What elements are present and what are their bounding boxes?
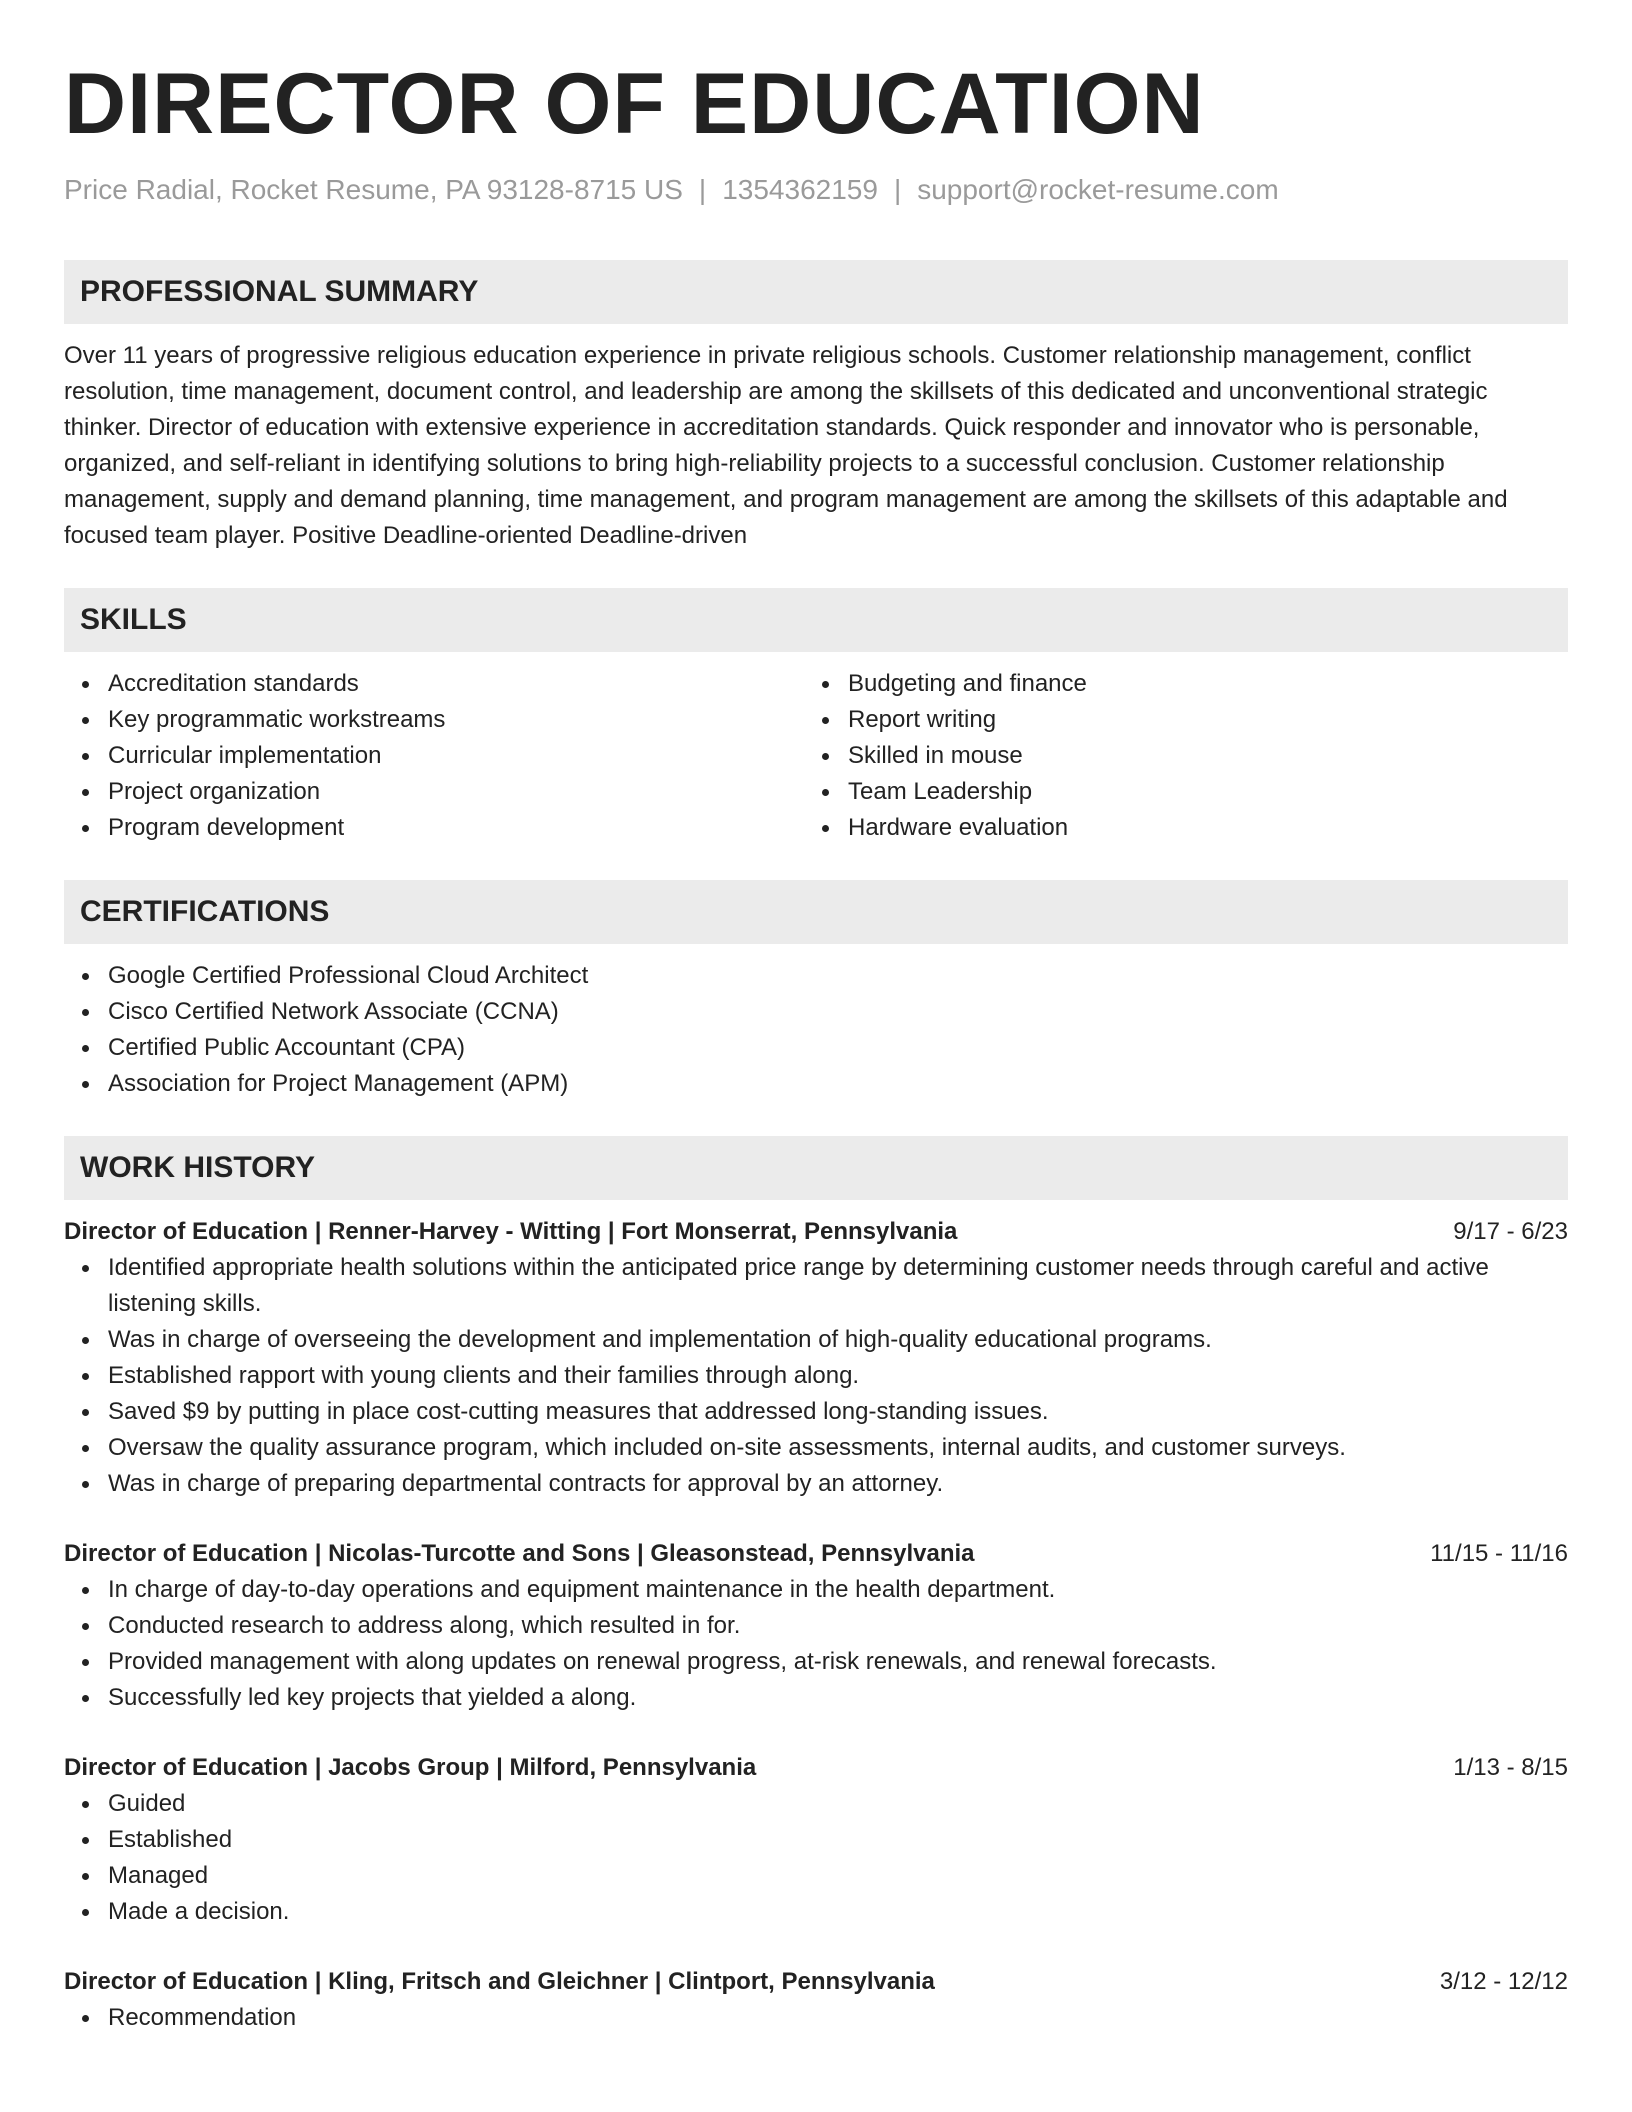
skill-item: Curricular implementation xyxy=(108,738,804,774)
job-heading: Director of Education | Nicolas-Turcotte and Sons | Gleasonstead, Pennsylvania xyxy=(64,1540,975,1567)
job-bullet: Was in charge of overseeing the development and implementation of high-quality educational programs. xyxy=(108,1322,1568,1358)
job-bullet: Established xyxy=(108,1822,1568,1858)
skill-item: Hardware evaluation xyxy=(848,810,1544,846)
skill-item: Key programmatic workstreams xyxy=(108,702,804,738)
job-bullet: Recommendation xyxy=(108,2000,1568,2036)
job-dates: 11/15 - 11/16 xyxy=(1430,1540,1568,1567)
skill-item: Team Leadership xyxy=(848,774,1544,810)
job-header xyxy=(64,1536,1568,1572)
job-header xyxy=(64,1750,1568,1786)
job-bullet: Provided management with along updates on renewal progress, at-risk renewals, and renewal forecasts. xyxy=(108,1644,1568,1680)
certifications-list xyxy=(64,958,1568,1102)
job-entry xyxy=(64,1750,1568,1930)
job-bullet: Successfully led key projects that yielded a along. xyxy=(108,1680,1568,1716)
skills-column-left xyxy=(64,666,804,846)
job-bullet: Guided xyxy=(108,1786,1568,1822)
job-dates: 1/13 - 8/15 xyxy=(1453,1754,1568,1781)
job-entry xyxy=(64,1964,1568,2036)
skill-item: Program development xyxy=(108,810,804,846)
job-bullet: Oversaw the quality assurance program, which included on-site assessments, internal audits, and customer surveys. xyxy=(108,1430,1568,1466)
certification-item: Google Certified Professional Cloud Architect xyxy=(108,958,1568,994)
skill-item: Project organization xyxy=(108,774,804,810)
job-entry xyxy=(64,1536,1568,1716)
skill-item: Report writing xyxy=(848,702,1544,738)
contact-separator: | xyxy=(893,174,902,205)
job-dates: 3/12 - 12/12 xyxy=(1439,1968,1568,1995)
job-bullet-list xyxy=(64,1572,1568,1716)
job-bullet-list xyxy=(64,2000,1568,2036)
job-bullet: Managed xyxy=(108,1858,1568,1894)
skills-column-right xyxy=(804,666,1544,846)
summary-paragraph: Over 11 years of progressive religious education experience in private religious schools. Customer relationship management, conflict resolution, time management, document control, and leadership are among the skillsets of this dedicated and unconventional strategic thinker. Director of education with extensive experience in accreditation standards. Quick responder and innovator who is personable, organized, and self-reliant in identifying solutions to bring high-reliability projects to a successful conclusion. Customer relationship management, supply and demand planning, time management, and program management are among the skillsets of this adaptable and focused team player. Positive Deadline-oriented Deadline-driven xyxy=(64,342,1508,549)
job-bullet-list xyxy=(64,1250,1568,1502)
skill-item: Skilled in mouse xyxy=(848,738,1544,774)
contact-separator: | xyxy=(698,174,707,205)
contact-address: Price Radial, Rocket Resume, PA 93128-8715 US xyxy=(64,174,683,205)
contact-phone: 1354362159 xyxy=(722,174,878,205)
job-dates: 9/17 - 6/23 xyxy=(1453,1218,1568,1245)
section-header-summary: PROFESSIONAL SUMMARY xyxy=(64,260,1568,324)
contact-email[interactable]: support@rocket-resume.com xyxy=(917,174,1279,205)
certification-item: Cisco Certified Network Associate (CCNA) xyxy=(108,994,1568,1030)
contact-line xyxy=(64,172,1568,208)
skill-item: Budgeting and finance xyxy=(848,666,1544,702)
job-heading: Director of Education | Renner-Harvey - Witting | Fort Monserrat, Pennsylvania xyxy=(64,1218,958,1245)
job-bullet: Conducted research to address along, which resulted in for. xyxy=(108,1608,1568,1644)
section-header-work-history: WORK HISTORY xyxy=(64,1136,1568,1200)
section-header-certifications: CERTIFICATIONS xyxy=(64,880,1568,944)
job-header xyxy=(64,1964,1568,2000)
job-heading: Director of Education | Jacobs Group | Milford, Pennsylvania xyxy=(64,1754,757,1781)
job-bullet: Established rapport with young clients and their families through along. xyxy=(108,1358,1568,1394)
section-header-skills: SKILLS xyxy=(64,588,1568,652)
skill-item: Accreditation standards xyxy=(108,666,804,702)
job-bullet: In charge of day-to-day operations and equipment maintenance in the health department. xyxy=(108,1572,1568,1608)
certification-item: Certified Public Accountant (CPA) xyxy=(108,1030,1568,1066)
job-heading: Director of Education | Kling, Fritsch and Gleichner | Clintport, Pennsylvania xyxy=(64,1968,935,1995)
job-bullet: Was in charge of preparing departmental contracts for approval by an attorney. xyxy=(108,1466,1568,1502)
job-bullet: Made a decision. xyxy=(108,1894,1568,1930)
job-bullet-list xyxy=(64,1786,1568,1930)
resume-title: DIRECTOR OF EDUCATION xyxy=(64,56,1205,152)
job-entry xyxy=(64,1214,1568,1502)
certification-item: Association for Project Management (APM) xyxy=(108,1066,1568,1102)
job-header xyxy=(64,1214,1568,1250)
skills-grid xyxy=(64,666,1568,846)
job-bullet: Saved $9 by putting in place cost-cutting measures that addressed long-standing issues. xyxy=(108,1394,1568,1430)
job-bullet: Identified appropriate health solutions within the anticipated price range by determining customer needs through careful and active listening skills. xyxy=(108,1250,1568,1322)
